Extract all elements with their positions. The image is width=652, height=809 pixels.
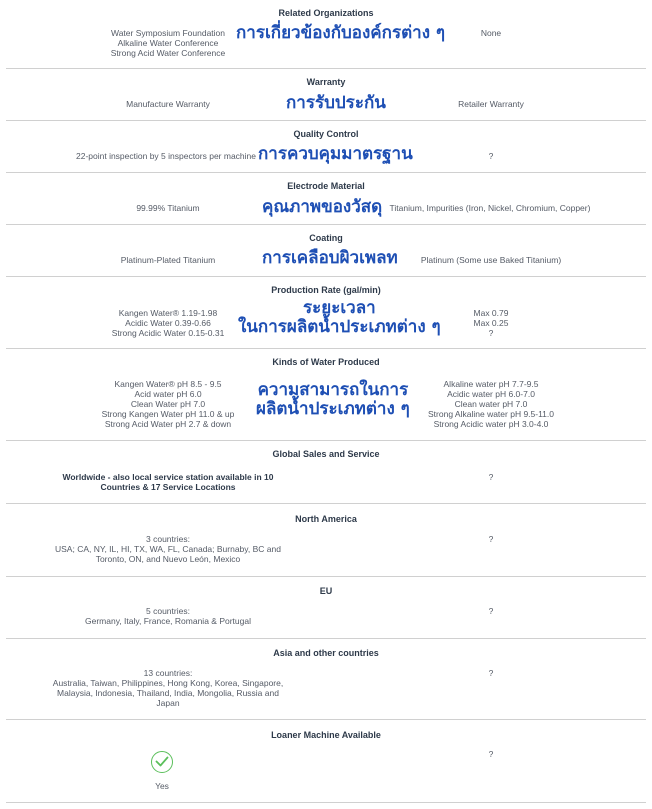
left-cell: 5 countries: Germany, Italy, France, Romania & Portugal — [85, 606, 251, 626]
left-cell: 22-point inspection by 5 inspectors per machine — [75, 151, 257, 161]
row-quality-control — [6, 121, 646, 173]
row-electrode-material — [6, 173, 646, 225]
left-cell: 3 countries: USA; CA, NY, IL, HI, TX, WA, FL, Canada; Burnaby, BC and Toronto, ON, and Nuevo León, Mexico — [55, 534, 281, 564]
row-asia — [6, 639, 646, 720]
row-title: EU — [319, 586, 333, 596]
row-north-america — [6, 504, 646, 577]
right-cell: ? — [488, 534, 494, 544]
left-cell: Water Symposium Foundation Alkaline Water Conference Strong Acid Water Conference — [110, 28, 226, 58]
row-title: North America — [295, 514, 357, 524]
right-cell: ? — [488, 749, 494, 759]
left-cell: Kangen Water® pH 8.5 - 9.5 Acid water pH 6.0 Clean Water pH 7.0 Strong Kangen Water pH 11.0 & up Strong Acid Water pH 2.7 & down — [101, 379, 235, 429]
right-cell: Platinum (Some use Baked Titanium) — [420, 255, 562, 265]
right-cell: Retailer Warranty — [458, 99, 524, 109]
row-title: Coating — [309, 233, 343, 243]
left-cell: Worldwide - also local service station available in 10 Countries & 17 Service Locations — [62, 472, 274, 492]
right-cell: ? — [488, 472, 494, 482]
row-title: Warranty — [306, 77, 346, 87]
row-title: Related Organizations — [278, 8, 374, 18]
left-cell: Platinum-Plated Titanium — [120, 255, 216, 265]
row-global-sales — [6, 441, 646, 504]
right-cell: ? — [488, 151, 494, 161]
right-cell: Max 0.79 Max 0.25 ? — [473, 308, 509, 338]
row-title: Global Sales and Service — [272, 449, 380, 459]
thai-caption: ระยะเวลา ในการผลิตน้ำประเภทต่าง ๆ — [238, 298, 441, 337]
row-title: Production Rate (gal/min) — [271, 285, 381, 295]
row-eu — [6, 577, 646, 639]
left-cell: Kangen Water® 1.19-1.98 Acidic Water 0.39-0.66 Strong Acidic Water 0.15-0.31 — [111, 308, 225, 338]
row-kinds-of-water — [6, 349, 646, 441]
row-related-organizations — [6, 0, 646, 69]
row-title: Loaner Machine Available — [271, 730, 381, 740]
thai-caption: การควบคุมมาตรฐาน — [258, 144, 413, 164]
right-cell: None — [480, 28, 502, 38]
thai-caption: การเกี่ยวข้องกับองค์กรต่าง ๆ — [236, 23, 446, 43]
left-cell: Yes — [155, 781, 169, 791]
row-title: Quality Control — [293, 129, 359, 139]
row-title: Kinds of Water Produced — [272, 357, 380, 367]
row-warranty — [6, 69, 646, 121]
thai-caption: การรับประกัน — [286, 93, 386, 113]
row-title: Electrode Material — [287, 181, 365, 191]
thai-caption: การเคลือบผิวเพลท — [262, 248, 398, 268]
check-circle-icon — [151, 751, 173, 773]
left-cell: 13 countries: Australia, Taiwan, Philippines, Hong Kong, Korea, Singapore, Malaysia, Indonesia, Thailand, India, Mongolia, Russia and Japan — [52, 668, 284, 708]
left-cell: Manufacture Warranty — [126, 99, 210, 109]
right-cell: ? — [488, 668, 494, 678]
right-cell: Alkaline water pH 7.7-9.5 Acidic water pH 6.0-7.0 Clean water pH 7.0 Strong Alkaline water pH 9.5-11.0 Strong Acidic water pH 3.0-4.0 — [428, 379, 554, 429]
row-loaner-machine — [6, 720, 646, 803]
left-cell: 99.99% Titanium — [136, 203, 200, 213]
row-title: Asia and other countries — [273, 648, 379, 658]
right-cell: Titanium, Impurities (Iron, Nickel, Chromium, Copper) — [389, 203, 591, 213]
row-coating — [6, 225, 646, 277]
right-cell: ? — [488, 606, 494, 616]
row-production-rate — [6, 277, 646, 349]
thai-caption: ความสามารถในการ ผลิตน้ำประเภทต่าง ๆ — [256, 380, 410, 419]
thai-caption: คุณภาพของวัสดุ — [262, 197, 383, 217]
